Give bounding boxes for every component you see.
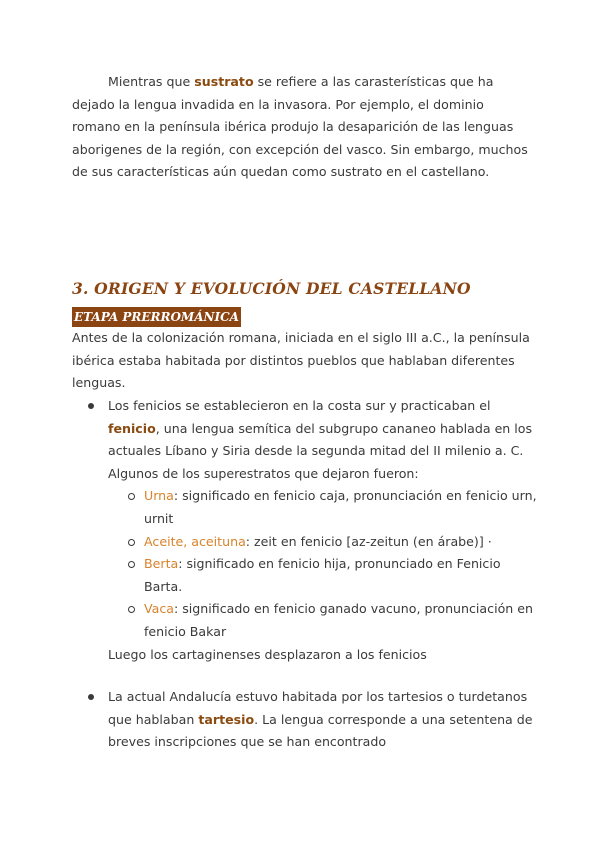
bullet1-text-before: Los fenicios se establecieron en la costa sur y practicaban el [108, 398, 491, 413]
keyword-tartesio: tartesio [198, 711, 255, 727]
item-text: : significado en fenicio ganado vacuno, pronunciación en fenicio Bakar [144, 601, 533, 639]
section-paragraph: Antes de la colonización romana, iniciada en el siglo III a.C., la península ibérica estaba habitada por distintos pueblos que hablaban diferentes lenguas. [72, 330, 530, 391]
bullet1-text-after: , una lengua semítica del subgrupo cananeo hablada en los actuales Líbano y Siria desde la segunda mitad del II milenio a. C. Algunos de los superestratos que dejaron fueron: [108, 420, 533, 481]
section-title: 3. ORIGEN Y EVOLUCIÓN DEL CASTELLANO [72, 279, 471, 298]
item-text: : zeit en fenicio [az-zeitun (en árabe)] · [245, 533, 492, 549]
bullet-list-fenicios [108, 395, 538, 666]
bullet2-text-before: La actual Andalucía estuvo habitada por los tartesios o turdetanos que hablaban [108, 689, 528, 727]
term-separator: , [183, 533, 192, 549]
bullet2-text-after: . La lengua corresponde a una setentena de breves inscripciones que se han encontrado [108, 711, 533, 750]
superstrate-list [108, 485, 538, 643]
term-berta: Berta [144, 556, 179, 572]
term-aceite: Aceite [144, 533, 184, 549]
superstrate-item-urna [108, 485, 538, 530]
superstrate-item-aceite [108, 531, 538, 554]
superstrate-item-vaca [108, 598, 538, 643]
bullet1-closing: Luego los cartaginenses desplazaron a los fenicios [108, 646, 427, 662]
item-text: : significado en fenicio caja, pronunciación en fenicio urn, urnit [144, 488, 537, 526]
keyword-fenicio: fenicio [108, 420, 156, 436]
section-badge: ETAPA PRERROMÁNICA [72, 307, 241, 327]
superstrate-item-berta [108, 553, 538, 598]
bullet-list-tartesios [108, 686, 538, 754]
intro-text-after: se refiere a las carasterísticas que ha dejado la lengua invadida en la invasora. Por ejemplo, el dominio romano en la península ibérica produjo la desaparición de las lenguas aborigenes de la región, con excepción del vasco. Sin embargo, muchos de sus características aún quedan como sustrato en el castellano. [72, 74, 528, 180]
bullet-item-fenicios [108, 395, 538, 666]
bullet-item-tartesios [108, 686, 538, 754]
intro-paragraph [72, 71, 532, 184]
item-text: : significado en fenicio hija, pronunciado en Fenicio Barta. [144, 556, 501, 594]
keyword-sustrato: sustrato [194, 74, 254, 89]
term-aceituna: aceituna [191, 533, 246, 549]
term-vaca: Vaca [144, 601, 174, 617]
term-urna: Urna [144, 488, 174, 504]
intro-text-before: Mientras que [108, 74, 195, 89]
